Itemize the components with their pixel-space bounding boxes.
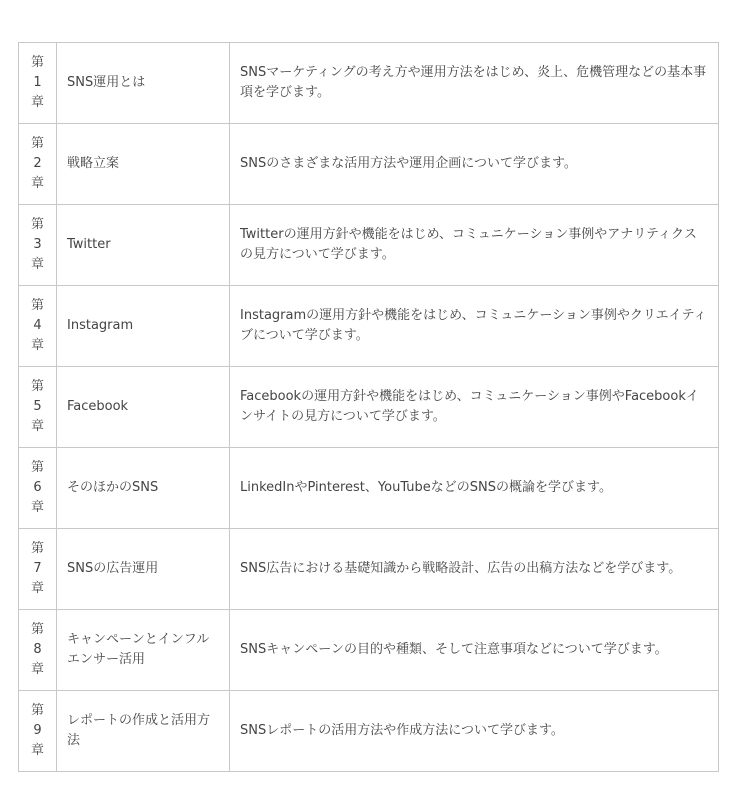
chapter-number-unit: 章 [30,338,44,353]
chapter-number-num: 2 [33,156,42,171]
chapter-number-unit: 章 [30,419,44,434]
chapter-number-mark: 第 [30,298,44,313]
chapter-title: Twitter [57,205,230,286]
chapter-number-num: 9 [33,723,42,738]
chapter-number-cell [19,286,57,367]
chapter-number-mark: 第 [30,217,44,232]
chapter-number-unit: 章 [30,500,44,515]
chapter-number-cell [19,367,57,448]
chapter-number-cell [19,205,57,286]
chapter-number-mark: 第 [30,622,44,637]
chapter-title: レポートの作成と活用方法 [57,691,230,772]
chapter-description: SNS広告における基礎知識から戦略設計、広告の出稿方法などを学びます。 [230,529,719,610]
chapter-number-cell [19,124,57,205]
chapter-number-num: 3 [33,237,42,252]
chapter-number-mark: 第 [30,379,44,394]
chapter-number-mark: 第 [30,55,44,70]
chapter-title: SNS運用とは [57,43,230,124]
chapter-number-cell [19,691,57,772]
chapter-number-unit: 章 [30,743,44,758]
chapter-title: 戦略立案 [57,124,230,205]
chapter-number-num: 6 [33,480,42,495]
chapter-number-unit: 章 [30,581,44,596]
syllabus-table-body [19,43,719,772]
table-row [19,691,719,772]
chapter-number-num: 7 [33,561,42,576]
chapter-title: キャンペーンとインフルエンサー活用 [57,610,230,691]
chapter-number-cell [19,529,57,610]
chapter-number-num: 1 [33,75,42,90]
table-row [19,529,719,610]
table-row [19,367,719,448]
table-row [19,448,719,529]
chapter-number-unit: 章 [30,257,44,272]
chapter-description: LinkedInやPinterest、YouTubeなどのSNSの概論を学びます。 [230,448,719,529]
table-row [19,205,719,286]
chapter-description: SNSマーケティングの考え方や運用方法をはじめ、炎上、危機管理などの基本事項を学びます。 [230,43,719,124]
chapter-number-mark: 第 [30,136,44,151]
chapter-description: SNSのさまざまな活用方法や運用企画について学びます。 [230,124,719,205]
chapter-number-unit: 章 [30,662,44,677]
syllabus-table [18,42,719,772]
chapter-number-cell [19,448,57,529]
chapter-number-unit: 章 [30,95,44,110]
table-row [19,286,719,367]
table-row [19,43,719,124]
chapter-title: SNSの広告運用 [57,529,230,610]
chapter-number-cell [19,610,57,691]
chapter-description: SNSキャンペーンの目的や種類、そして注意事項などについて学びます。 [230,610,719,691]
chapter-title: そのほかのSNS [57,448,230,529]
chapter-description: Facebookの運用方針や機能をはじめ、コミュニケーション事例やFacebookインサイトの見方について学びます。 [230,367,719,448]
chapter-description: Twitterの運用方針や機能をはじめ、コミュニケーション事例やアナリティクスの見方について学びます。 [230,205,719,286]
chapter-number-num: 8 [33,642,42,657]
chapter-title: Facebook [57,367,230,448]
chapter-number-num: 4 [33,318,42,333]
chapter-number-unit: 章 [30,176,44,191]
chapter-number-mark: 第 [30,541,44,556]
chapter-number-num: 5 [33,399,42,414]
chapter-title: Instagram [57,286,230,367]
table-row [19,610,719,691]
table-row [19,124,719,205]
chapter-number-cell [19,43,57,124]
chapter-number-mark: 第 [30,460,44,475]
chapter-description: SNSレポートの活用方法や作成方法について学びます。 [230,691,719,772]
chapter-number-mark: 第 [30,703,44,718]
chapter-description: Instagramの運用方針や機能をはじめ、コミュニケーション事例やクリエイティブについて学びます。 [230,286,719,367]
